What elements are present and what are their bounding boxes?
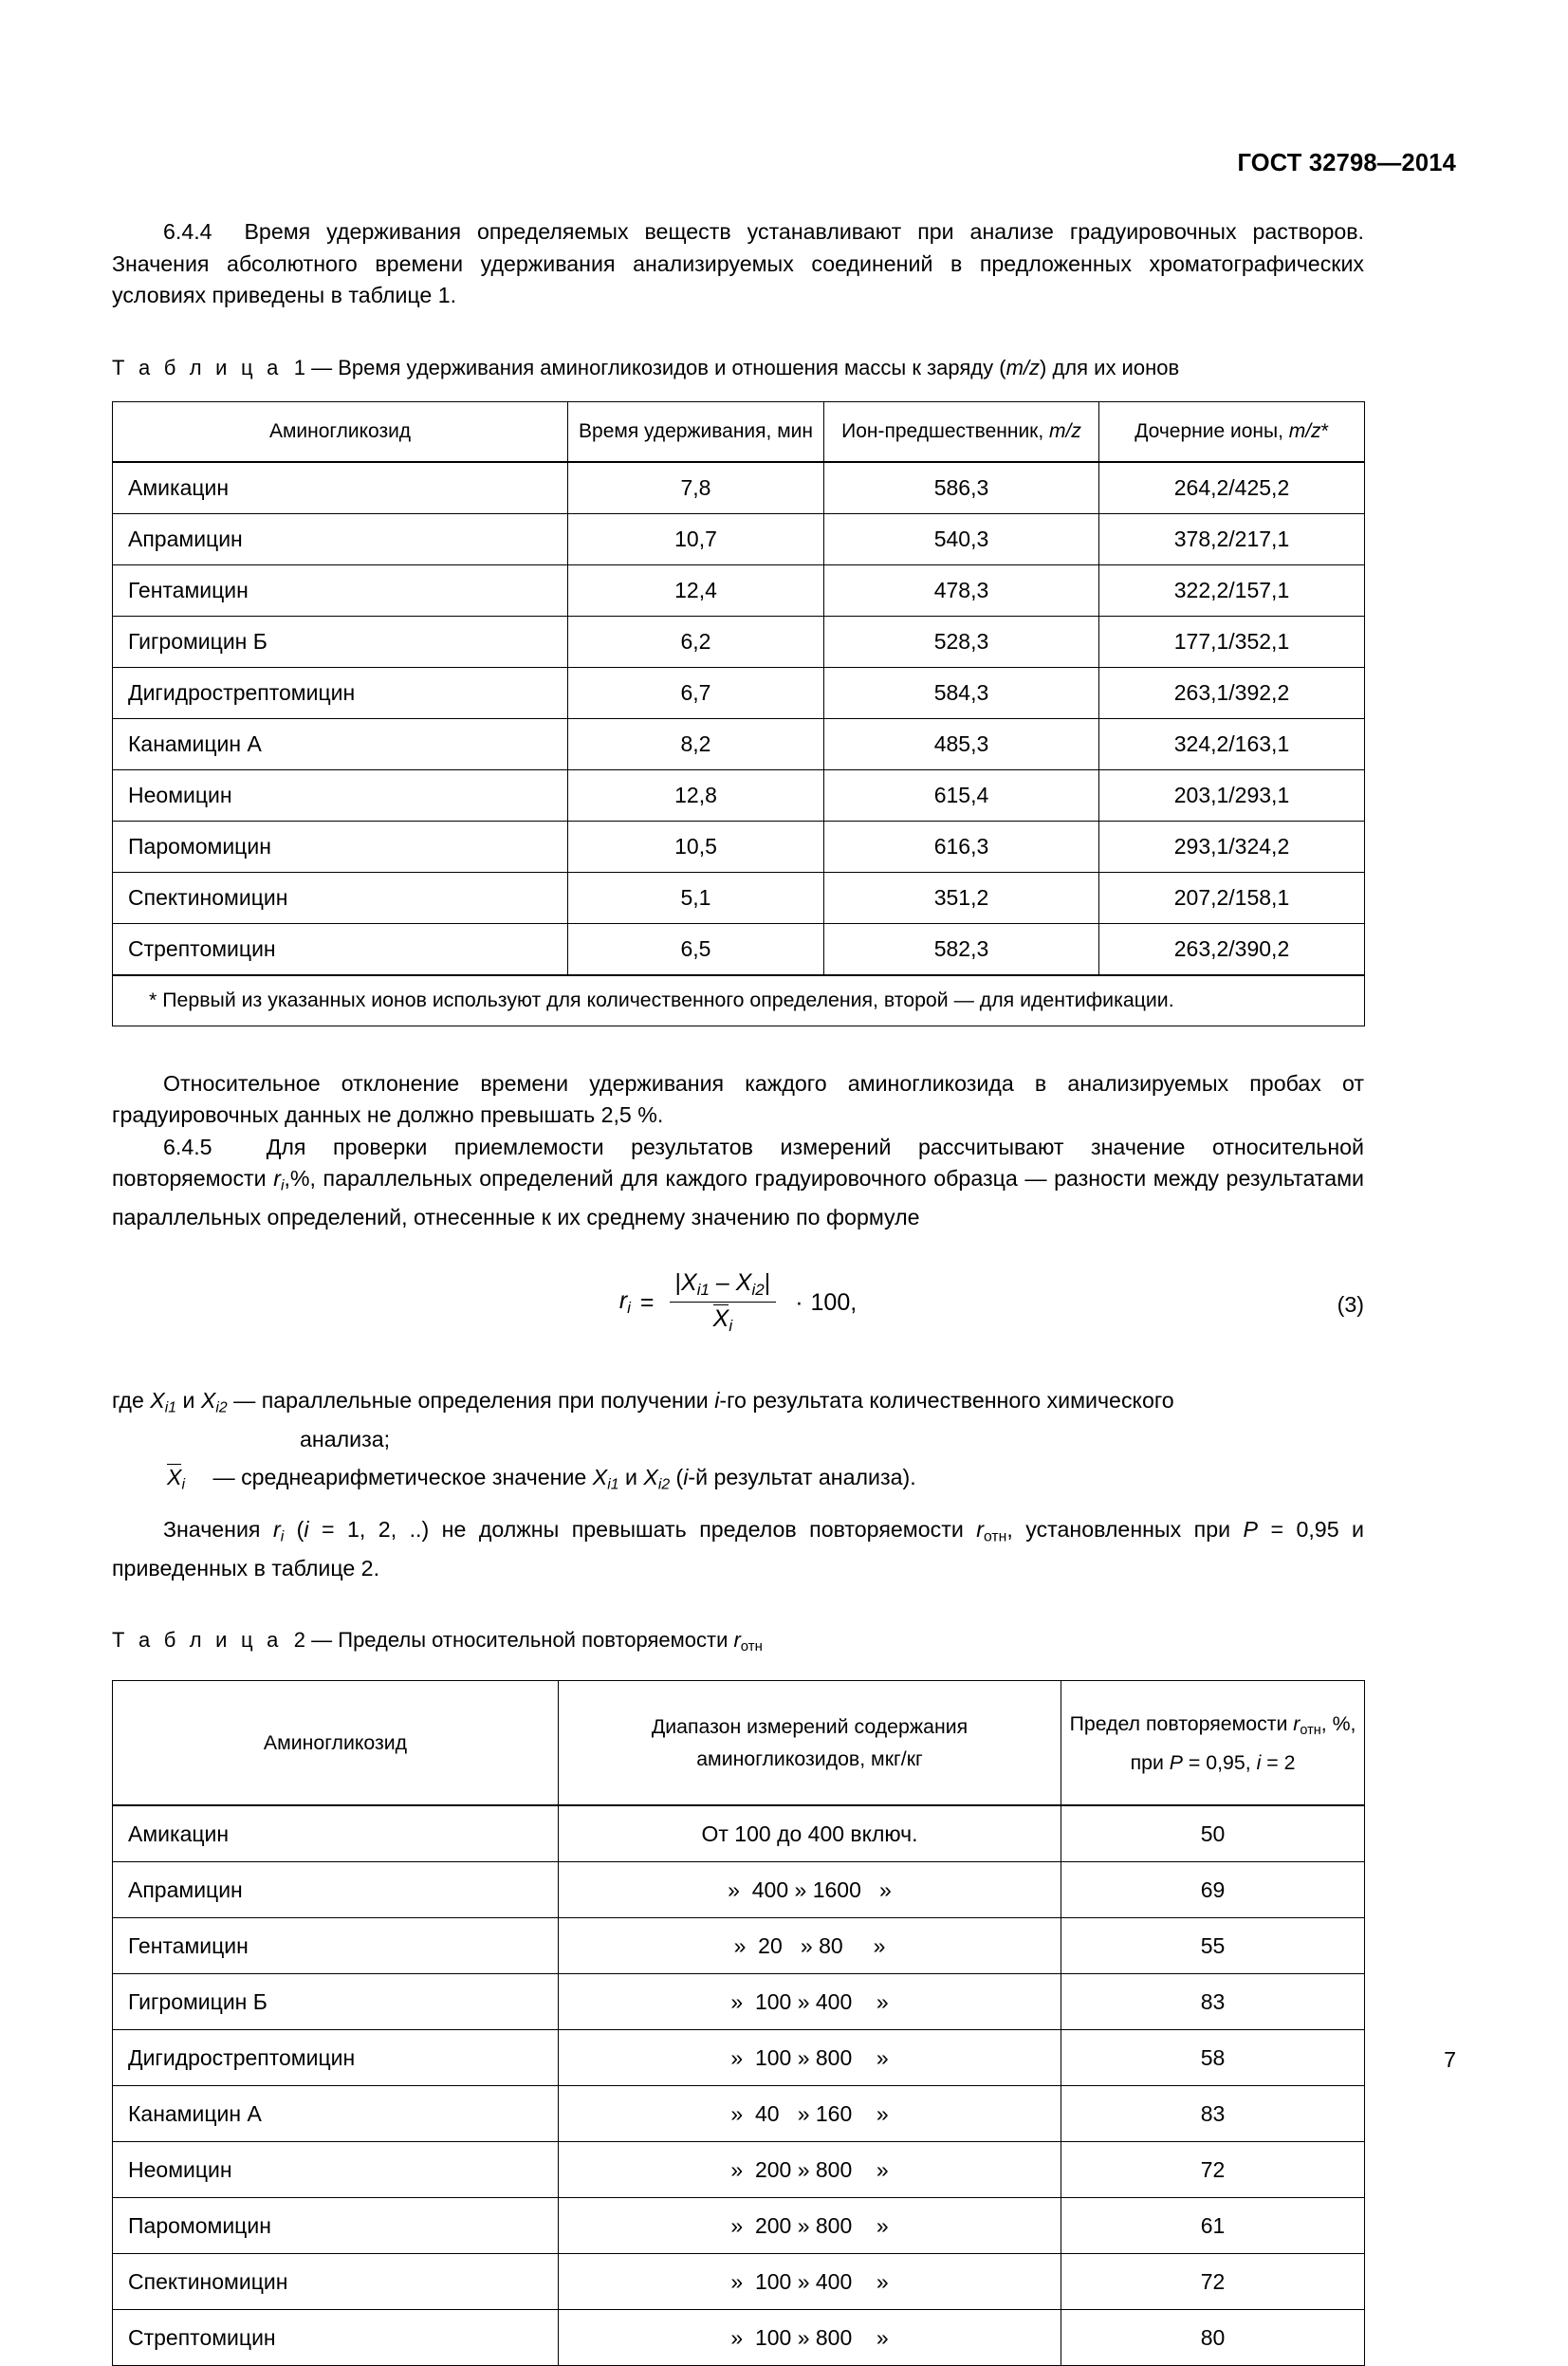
legend-mean-symbol: Xi: [167, 1464, 185, 1493]
table2-header-row: [113, 1681, 1365, 1806]
table1-col-retention-time: Время удерживания, мин: [568, 401, 824, 462]
table1-cell-precursor: 540,3: [824, 513, 1099, 564]
table2-cell-name: Амикацин: [113, 1805, 559, 1862]
legend-line-1-cont: анализа;: [300, 1427, 391, 1452]
table1-col-precursor-ion: [824, 401, 1099, 462]
table1-col4-star: *: [1320, 419, 1329, 442]
legend-where-word: где: [112, 1388, 151, 1414]
table1-cell-precursor: 584,3: [824, 667, 1099, 718]
symbol-r-otn: $r_{отн}$: [976, 1516, 1007, 1545]
table1-cell-precursor: 351,2: [824, 872, 1099, 923]
formula-number: (3): [1337, 1292, 1364, 1318]
table1-cell-products: 177,1/352,1: [1099, 616, 1365, 667]
formula-fraction: [670, 1269, 777, 1335]
table-row: [113, 2254, 1365, 2310]
table1-cell-name: Неомицин: [113, 769, 568, 821]
table1-cell-name: Гигромицин Б: [113, 616, 568, 667]
table-row: [113, 564, 1365, 616]
page-content: [112, 216, 1364, 2366]
table2-cell-range: » 40 » 160 »: [559, 2086, 1061, 2142]
table2-cell-limit: 80: [1061, 2310, 1365, 2366]
table1-cell-products: 263,2/390,2: [1099, 923, 1365, 975]
table2-caption-r: r: [733, 1628, 741, 1653]
table1-cell-products: 203,1/293,1: [1099, 769, 1365, 821]
table-row: [113, 2198, 1365, 2254]
table2-body: [113, 1805, 1365, 2366]
table-row: [113, 718, 1365, 769]
formula-numerator: |Xi1 – Xi2|: [674, 1269, 771, 1300]
table2-cell-limit: 72: [1061, 2142, 1365, 2198]
table1-caption-text-b: ) для их ионов: [1040, 355, 1180, 379]
table2-cell-name: Паромомицин: [113, 2198, 559, 2254]
table-row: [113, 462, 1365, 514]
table-row: [113, 821, 1365, 872]
table1-caption-number: 1: [293, 355, 305, 379]
table1-caption-dash: —: [311, 355, 333, 379]
paragraph-6-4-4: [112, 216, 1364, 312]
table-row: [113, 2086, 1365, 2142]
table1-cell-rt: 7,8: [568, 462, 824, 514]
formula-legend: [112, 1385, 1364, 1500]
table1-cell-precursor: 478,3: [824, 564, 1099, 616]
table2-cell-name: Канамицин А: [113, 2086, 559, 2142]
clause-number-6-4-4: 6.4.4: [163, 219, 212, 244]
formula-equals: =: [639, 1288, 655, 1316]
table2-cell-limit: 69: [1061, 1862, 1365, 1918]
legend-line-2: Xi — среднеарифметическое значение Xi1 и Xi2 (i-й результат анализа).: [112, 1456, 1364, 1501]
table1-cell-rt: 6,2: [568, 616, 824, 667]
paragraph-relative-deviation: Относительное отклонение времени удерживания каждого аминогликозида в анализируемых пробах от градуировочных данных не должно превышать 2,5 %.: [112, 1070, 1364, 1127]
table1-cell-name: Спектиномицин: [113, 872, 568, 923]
table1-header-row: [113, 401, 1365, 462]
table2-caption-label: Т а б л и ц а: [112, 1628, 283, 1653]
table1-caption: [112, 354, 1364, 382]
table1-caption-label: Т а б л и ц а: [112, 355, 283, 379]
table2-cell-range: » 100 » 400 »: [559, 1974, 1061, 2030]
formula-3: [112, 1269, 1364, 1335]
table1-cell-rt: 8,2: [568, 718, 824, 769]
clause-text-6-4-5-part2: ,%, параллельных определений для каждого градуировочного образца — разности между результатами параллельных определений, отнесенные к их среднему значению по формуле: [112, 1166, 1364, 1229]
table1-cell-products: 207,2/158,1: [1099, 872, 1365, 923]
running-header-standard-number: ГОСТ 32798—2014: [1237, 150, 1456, 176]
table-row: [113, 1918, 1365, 1974]
table2-cell-name: Гигромицин Б: [113, 1974, 559, 2030]
table2-cell-limit: 83: [1061, 2086, 1365, 2142]
table2-cell-name: Апрамицин: [113, 1862, 559, 1918]
table1-cell-precursor: 616,3: [824, 821, 1099, 872]
table1-cell-name: Дигидрострептомицин: [113, 667, 568, 718]
table1-cell-rt: 10,7: [568, 513, 824, 564]
table2-caption-dash: —: [311, 1628, 333, 1653]
table-row: [113, 769, 1365, 821]
table1-cell-name: Апрамицин: [113, 513, 568, 564]
table1-cell-products: 264,2/425,2: [1099, 462, 1365, 514]
table-row: [113, 2030, 1365, 2086]
table1-cell-precursor: 586,3: [824, 462, 1099, 514]
table1-cell-products: 324,2/163,1: [1099, 718, 1365, 769]
table1-cell-name: Стрептомицин: [113, 923, 568, 975]
table2-caption-text: Пределы относительной повторяемости: [338, 1628, 734, 1653]
table2-cell-range: » 100 » 400 »: [559, 2254, 1061, 2310]
formula-3-row: [112, 1260, 1364, 1359]
table1-cell-products: 322,2/157,1: [1099, 564, 1365, 616]
table2-cell-range: » 400 » 1600 »: [559, 1862, 1061, 1918]
paragraph-repeatability-limits: Значения ri (i = 1, 2, ..) не должны превышать пределов повторяемости $r_{отн}$, установленных при P = 0,95 и приведенных в таблице 2.: [112, 1516, 1365, 1580]
table2-cell-name: Гентамицин: [113, 1918, 559, 1974]
table-row: [113, 923, 1365, 975]
table1-cell-rt: 5,1: [568, 872, 824, 923]
table-repeatability-limits: [112, 1680, 1365, 2366]
table-row: [113, 2310, 1365, 2366]
table2-cell-name: Неомицин: [113, 2142, 559, 2198]
table1-cell-name: Амикацин: [113, 462, 568, 514]
table2-cell-limit: 61: [1061, 2198, 1365, 2254]
table1-cell-rt: 12,4: [568, 564, 824, 616]
table1-cell-precursor: 485,3: [824, 718, 1099, 769]
table2-col-aminoglycoside: Аминогликозид: [113, 1681, 559, 1806]
paragraph-6-4-5: [112, 1132, 1364, 1234]
table2-caption-r-sub: отн: [740, 1638, 763, 1655]
legend-line-1: где Xi1 и Xi2 — параллельные определения при получении i-го результата количественного химического: [112, 1388, 1174, 1416]
table1-footnote-row: [113, 975, 1365, 1026]
table1-cell-rt: 10,5: [568, 821, 824, 872]
table2-cell-limit: 72: [1061, 2254, 1365, 2310]
table-row: [113, 872, 1365, 923]
table2-col-measurement-range: [559, 1681, 1061, 1806]
mean-overline: X: [712, 1305, 729, 1333]
clause-number-6-4-5: 6.4.5: [163, 1134, 212, 1159]
table1-cell-precursor: 528,3: [824, 616, 1099, 667]
table1-col3-prefix: Ион-предшественник,: [841, 419, 1050, 442]
table-row: [113, 2142, 1365, 2198]
table2-caption: [112, 1626, 1364, 1661]
table1-col4-mz: m/z: [1288, 419, 1321, 442]
table1-cell-name: Канамицин А: [113, 718, 568, 769]
table2-caption-number: 2: [293, 1628, 305, 1653]
table1-cell-products: 293,1/324,2: [1099, 821, 1365, 872]
table2-cell-range: » 100 » 800 »: [559, 2030, 1061, 2086]
table1-cell-name: Гентамицин: [113, 564, 568, 616]
table2-cell-limit: 83: [1061, 1974, 1365, 2030]
table2-cell-limit: 55: [1061, 1918, 1365, 1974]
table-retention-times: [112, 401, 1365, 1026]
clause-text-6-4-5-part1: Для проверки приемлемости результатов измерений рассчитывают значение относительной повторяемости: [112, 1134, 1365, 1191]
table2-cell-limit: 58: [1061, 2030, 1365, 2086]
formula-denominator: Xi: [712, 1305, 733, 1336]
table1-col3-mz: m/z: [1049, 419, 1081, 442]
table2-col2-line2: аминогликозидов, мкг/кг: [696, 1747, 923, 1771]
table1-body: [113, 462, 1365, 1026]
table-row: [113, 667, 1365, 718]
table1-caption-text-a: Время удерживания аминогликозидов и отношения массы к заряду (: [338, 355, 1006, 379]
table1-cell-products: 378,2/217,1: [1099, 513, 1365, 564]
table1-cell-rt: 6,7: [568, 667, 824, 718]
table1-cell-precursor: 582,3: [824, 923, 1099, 975]
table-row: [113, 1805, 1365, 1862]
table-row: [113, 513, 1365, 564]
table1-cell-rt: 12,8: [568, 769, 824, 821]
table1-cell-products: 263,1/392,2: [1099, 667, 1365, 718]
table1-col-aminoglycoside: Аминогликозид: [113, 401, 568, 462]
table2-cell-range: » 100 » 800 »: [559, 2310, 1061, 2366]
symbol-r-sub-i: ri: [273, 1166, 285, 1194]
table2-cell-name: Дигидрострептомицин: [113, 2030, 559, 2086]
table2-cell-limit: 50: [1061, 1805, 1365, 1862]
table1-cell-rt: 6,5: [568, 923, 824, 975]
table2-cell-name: Стрептомицин: [113, 2310, 559, 2366]
table1-col-product-ions: [1099, 401, 1365, 462]
table1-cell-name: Паромомицин: [113, 821, 568, 872]
table2-cell-name: Спектиномицин: [113, 2254, 559, 2310]
formula-lhs: ri: [618, 1287, 631, 1317]
table2-col2-line1: Диапазон измерений содержания: [651, 1715, 968, 1739]
table1-footnote: * Первый из указанных ионов используют для количественного определения, второй — для идентификации.: [113, 975, 1365, 1026]
table-row: [113, 1974, 1365, 2030]
table2-cell-range: » 200 » 800 »: [559, 2142, 1061, 2198]
table1-col4-prefix: Дочерние ионы,: [1134, 419, 1289, 442]
table2-cell-range: » 200 » 800 »: [559, 2198, 1061, 2254]
table1-cell-precursor: 615,4: [824, 769, 1099, 821]
table1-caption-mz: m/z: [1005, 355, 1041, 379]
table2-col-repeatability-limit: Предел повторяемости $r_{отн}$, %, при P = 0,95, i = 2: [1061, 1681, 1365, 1806]
page-number: 7: [1444, 2047, 1456, 2072]
formula-multiply: ·: [795, 1288, 803, 1316]
clause-text-6-4-4: Время удерживания определяемых веществ устанавливают при анализе градуировочных растворов. Значения абсолютного времени удерживания анализируемых соединений в предложенных хроматографических условиях приведены в таблице 1.: [112, 219, 1364, 307]
formula-hundred: 100,: [810, 1288, 858, 1316]
table2-cell-range: От 100 до 400 включ.: [559, 1805, 1061, 1862]
table-row: [113, 616, 1365, 667]
table2-cell-range: » 20 » 80 »: [559, 1918, 1061, 1974]
table-row: [113, 1862, 1365, 1918]
